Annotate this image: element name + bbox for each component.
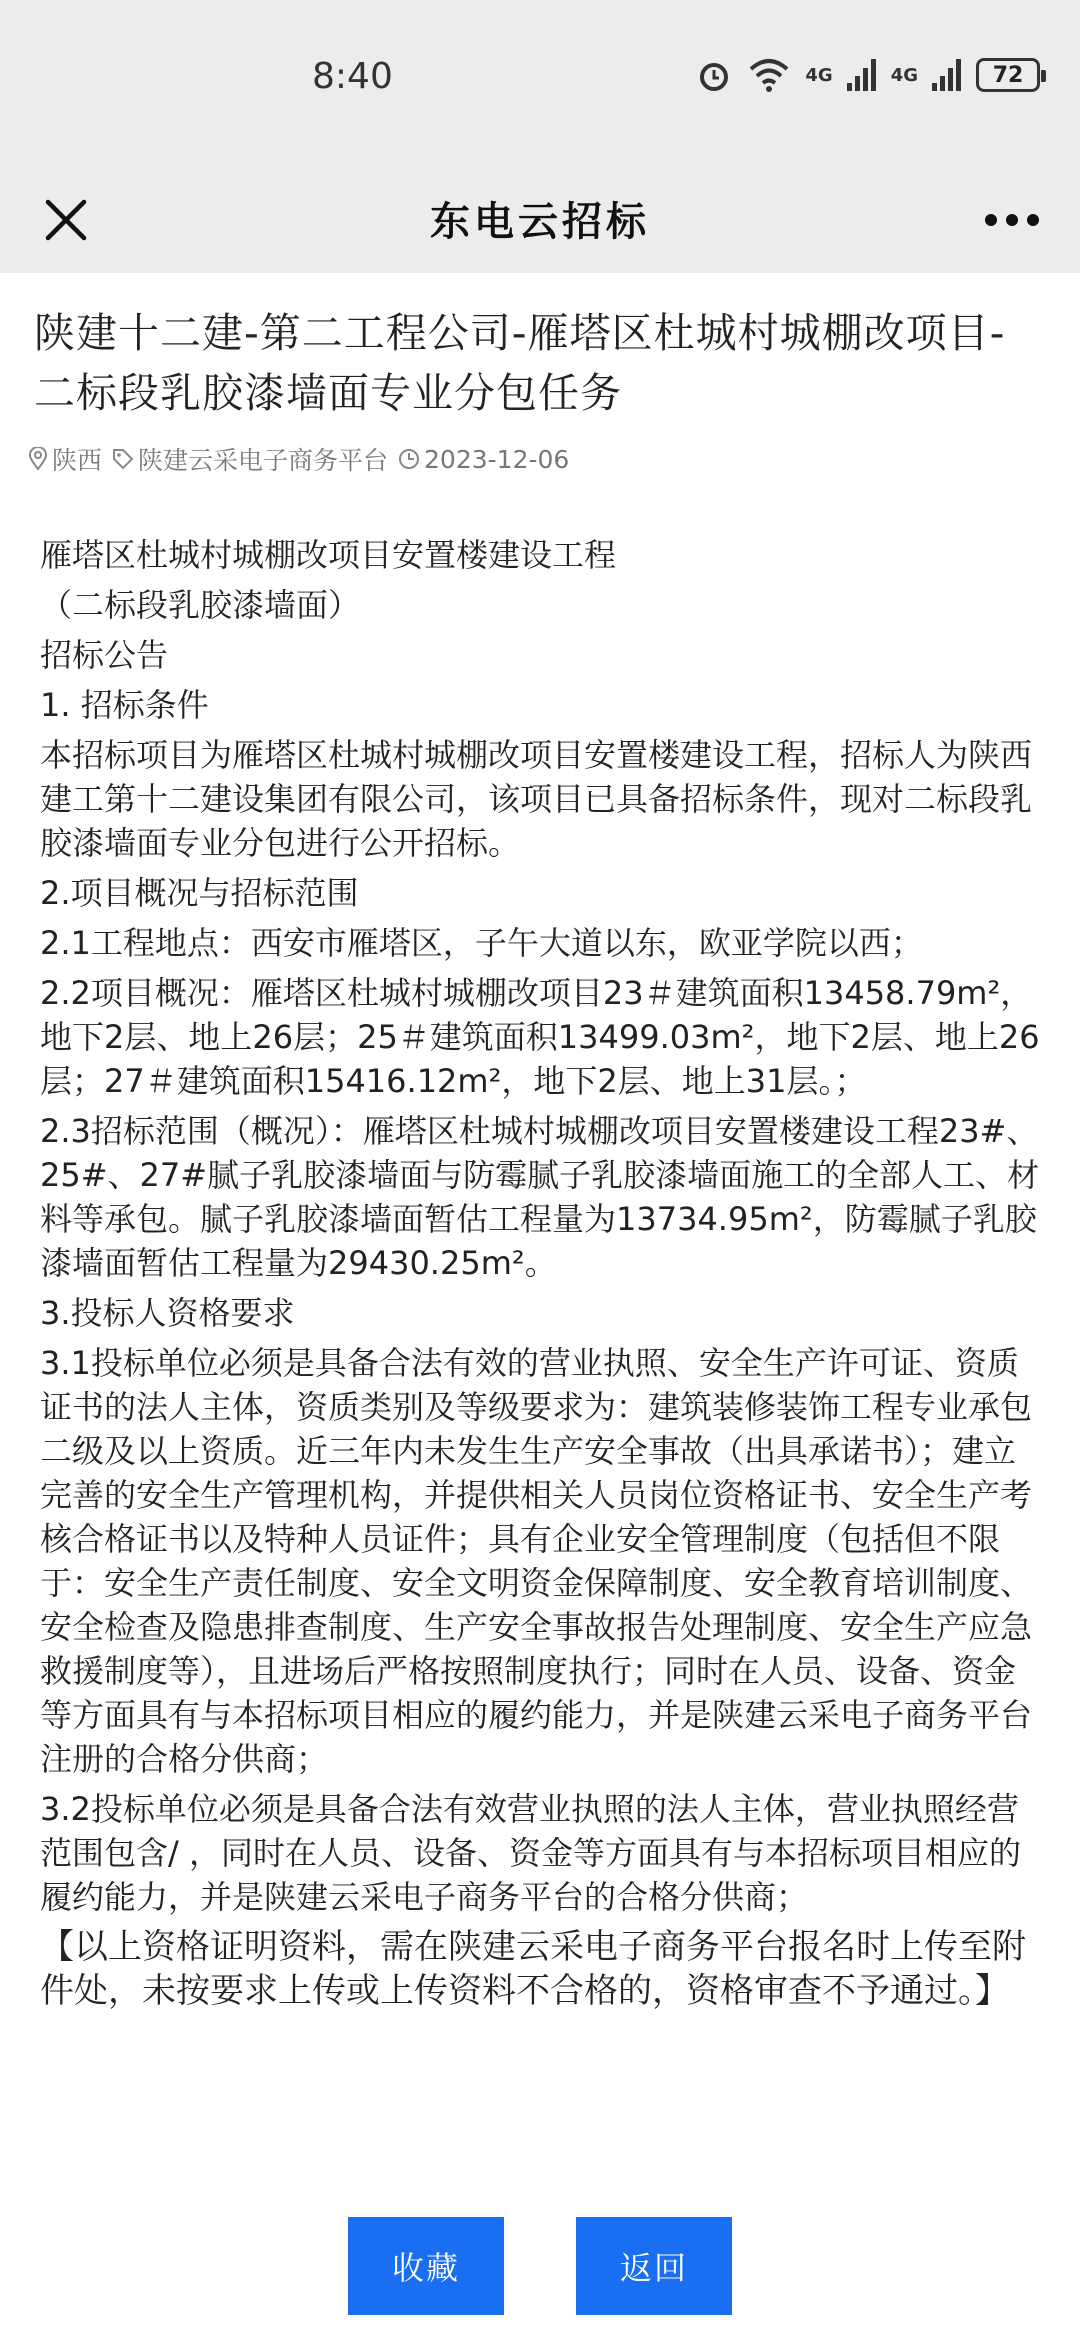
- meta-source-text: 陕建云采电子商务平台: [138, 446, 389, 475]
- status-icons: [695, 56, 1040, 94]
- network-label-2: 4G: [890, 64, 918, 86]
- status-time: 8:40: [312, 56, 393, 97]
- article-title: 陕建十二建-第二工程公司-雁塔区杜城村城棚改项目-二标段乳胶漆墙面专业分包任务: [34, 309, 1006, 417]
- nav-bar: [0, 170, 1080, 273]
- clock-icon: [398, 448, 420, 470]
- meta-region-text: 陕西: [52, 446, 103, 475]
- meta-date-text: 2023-12-06: [424, 444, 570, 474]
- alarm-icon: [695, 56, 733, 94]
- more-button[interactable]: [972, 184, 1052, 256]
- body-paragraph: 2.3招标范围（概况）：雁塔区杜城村城棚改项目安置楼建设工程23#、25#、27#腻子乳胶漆墙面与防霉腻子乳胶漆墙面施工的全部人工、材料等承包。腻子乳胶漆墙面暂估工程量为13734.95m²，防霉腻子乳胶漆墙面暂估工程量为29430.25m²。: [40, 1112, 1040, 1282]
- battery-level: 72: [992, 62, 1024, 88]
- article-content[interactable]: [0, 273, 1080, 2190]
- meta-source: [112, 441, 388, 477]
- wifi-icon: [747, 57, 791, 93]
- network-label-1: 4G: [805, 64, 833, 86]
- signal-icon: [847, 59, 877, 91]
- location-icon: [28, 447, 48, 471]
- body-paragraph: 2.1工程地点：西安市雁塔区，子午大道以东，欧亚学院以西；: [40, 924, 923, 962]
- tag-icon: [112, 448, 134, 470]
- body-paragraph: 3.1投标单位必须是具备合法有效的营业执照、安全生产许可证、资质证书的法人主体，资质类别及等级要求为：建筑装修装饰工程专业承包二级及以上资质。近三年内未发生生产安全事故（出具承诺书）；建立完善的安全生产管理机构，并提供相关人员岗位资格证书、安全生产考核合格证书以及特种人员证件；具有企业安全管理制度（包括但不限于：安全生产责任制度、安全文明资金保障制度、安全教育培训制度、安全检查及隐患排查制度、生产安全事故报告处理制度、安全生产应急救援制度等），且进场后严格按照制度执行；同时在人员、设备、资金等方面具有与本招标项目相应的履约能力，并是陕建云采电子商务平台注册的合格分供商；: [40, 1344, 1033, 1778]
- body-paragraph: 3.投标人资格要求: [40, 1294, 295, 1332]
- page-title: 东电云招标: [430, 199, 650, 245]
- qualification-notice: 【以上资格证明资料，需在陕建云采电子商务平台报名时上传至附件处，未按要求上传或上传资料不合格的，资格审查不予通过。】: [40, 1927, 1026, 2011]
- body-paragraph: 招标公告: [40, 636, 169, 674]
- body-paragraph: 本招标项目为雁塔区杜城村城棚改项目安置楼建设工程，招标人为陕西建工第十二建设集团有限公司，该项目已具备招标条件，现对二标段乳胶漆墙面专业分包进行公开招标。: [40, 736, 1033, 862]
- article-meta: [28, 441, 1052, 477]
- bottom-action-bar: [0, 2190, 1080, 2340]
- body-paragraph: （二标段乳胶漆墙面）: [40, 586, 361, 624]
- meta-date: [398, 445, 569, 474]
- body-paragraph: 3.2投标单位必须是具备合法有效营业执照的法人主体，营业执照经营范围包含/ ，同时在人员、设备、资金等方面具有与本招标项目相应的履约能力，并是陕建云采电子商务平台的合格分供商；: [40, 1790, 1021, 1916]
- meta-region: [28, 441, 102, 477]
- battery-indicator: [976, 58, 1040, 92]
- body-paragraph: 雁塔区杜城村城棚改项目安置楼建设工程: [40, 536, 617, 574]
- signal-icon-2: [932, 59, 962, 91]
- status-bar: [0, 0, 1080, 170]
- back-button[interactable]: 返回: [576, 2217, 732, 2315]
- more-icon: [984, 213, 1040, 227]
- body-paragraph: 2.2项目概况：雁塔区杜城村城棚改项目23＃建筑面积13458.79m²，地下2层、地上26层；25＃建筑面积13499.03m²，地下2层、地上26层；27＃建筑面积15416.12m²，地下2层、地上31层。；: [40, 974, 1040, 1100]
- favorite-button[interactable]: 收藏: [348, 2217, 504, 2315]
- body-paragraph: 2.项目概况与招标范围: [40, 874, 359, 912]
- body-paragraph: 1. 招标条件: [40, 686, 209, 724]
- article-body: [40, 533, 1044, 2013]
